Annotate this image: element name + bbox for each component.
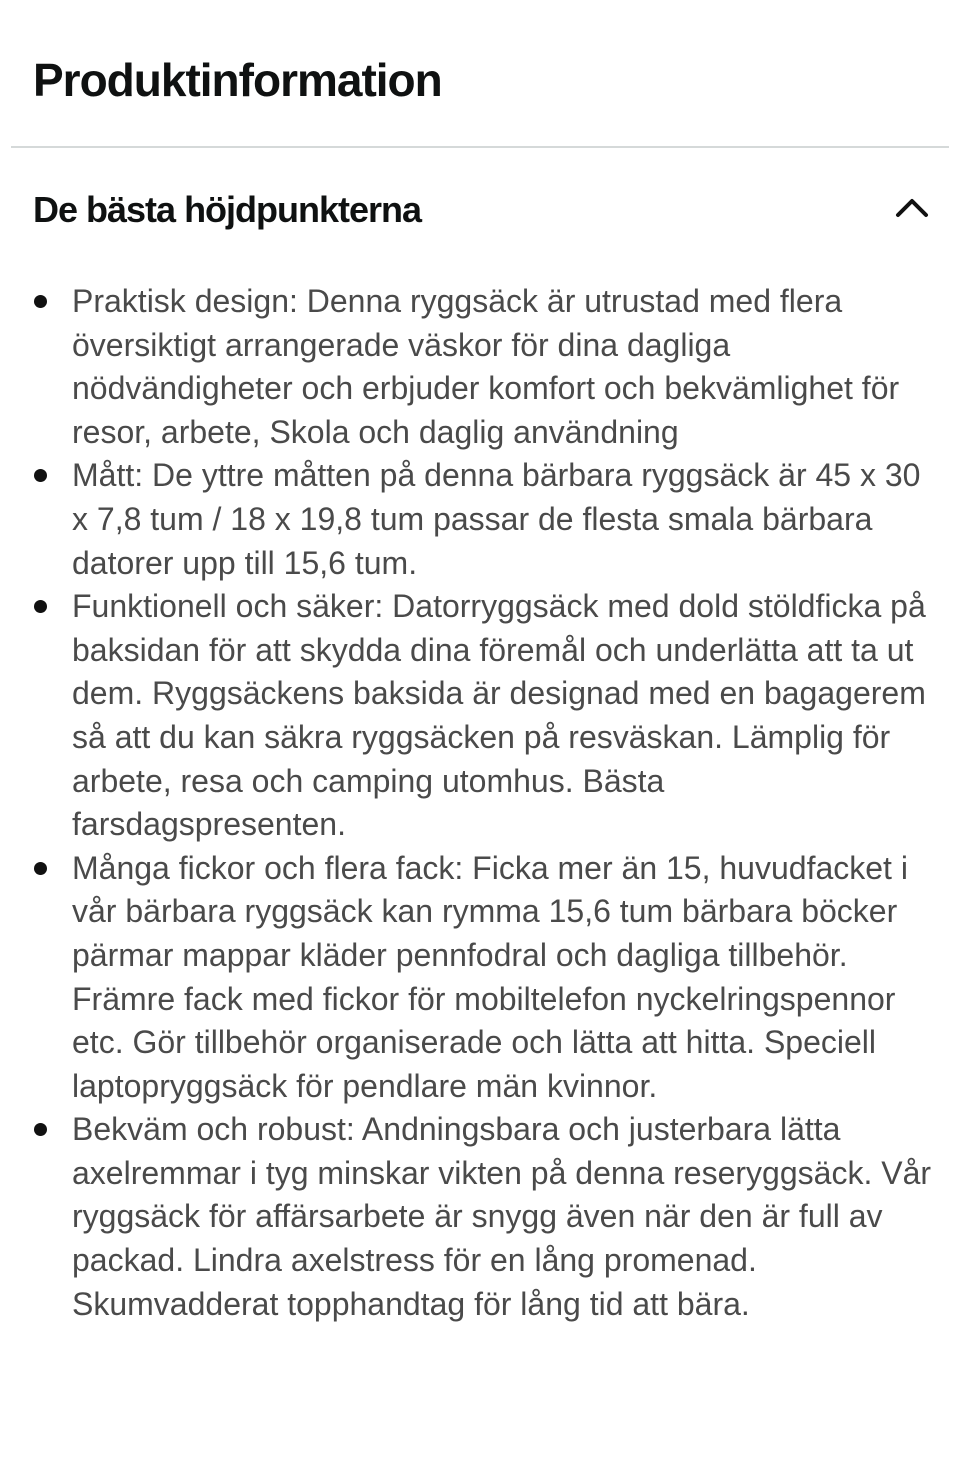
bullet-dot xyxy=(34,862,47,875)
highlight-item-dimensions xyxy=(0,454,960,585)
highlight-item-security xyxy=(0,585,960,847)
section-divider xyxy=(11,146,949,148)
bullet-dot xyxy=(34,1123,47,1136)
page-title: Produktinformation xyxy=(33,54,442,106)
highlight-text: Funktionell och säker: Datorryggsäck med dold stöldficka på baksidan för att skydda dina föremål och underlätta att ta ut dem. Ryggsäckens baksida är designad med en bagagerem så att du kan säkra ryggsäcken på resväskan. Lämplig för arbete, resa och camping utomhus. Bästa farsdagspresenten. xyxy=(72,588,926,843)
highlights-section-title: De bästa höjdpunkterna xyxy=(33,189,422,230)
chevron-up-icon[interactable] xyxy=(892,188,932,228)
highlight-text: Bekväm och robust: Andningsbara och justerbara lätta axelremmar i tyg minskar vikten på denna reseryggsäck. Vår ryggsäck för affärsarbete är snygg även när den är full av packad. Lindra axelstress för en lång promenad. Skumvadderat topphandtag för lång tid att bära. xyxy=(72,1111,932,1322)
bullet-dot xyxy=(34,295,47,308)
highlight-text: Praktisk design: Denna ryggsäck är utrustad med flera översiktigt arrangerade väskor för dina dagliga nödvändigheter och erbjuder komfort och bekvämlighet för resor, arbete, Skola och daglig användning xyxy=(72,283,900,450)
highlights-accordion-header[interactable] xyxy=(0,180,960,244)
highlight-item-design xyxy=(0,280,960,454)
bullet-dot xyxy=(34,469,47,482)
bullet-dot xyxy=(34,600,47,613)
highlight-item-comfort xyxy=(0,1108,960,1326)
highlight-text: Många fickor och flera fack: Ficka mer än 15, huvudfacket i vår bärbara ryggsäck kan rymma 15,6 tum bärbara böcker pärmar mappar kläder pennfodral och dagliga tillbehör. Främre fack med fickor för mobiltelefon nyckelringspennor etc. Gör tillbehör organiserade och lätta att hitta. Speciell laptopryggsäck för pendlare män kvinnor. xyxy=(72,849,908,1104)
highlight-item-pockets xyxy=(0,847,960,1109)
highlight-text: Mått: De yttre måtten på denna bärbara ryggsäck är 45 x 30 x 7,8 tum / 18 x 19,8 tum passar de flesta smala bärbara datorer upp till 15,6 tum. xyxy=(72,457,921,581)
highlights-list xyxy=(0,280,960,1326)
